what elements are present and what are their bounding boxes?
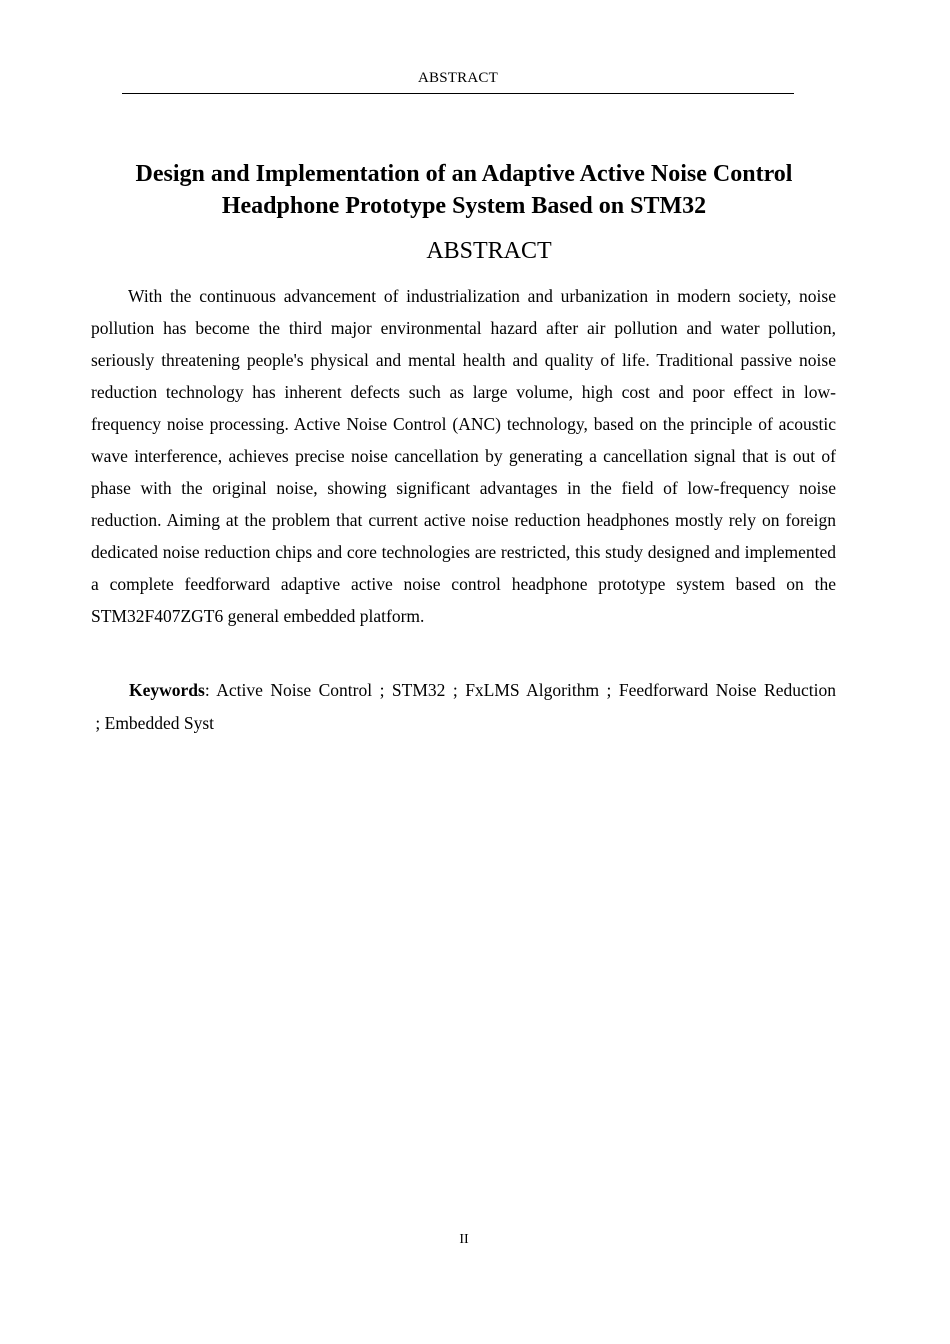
abstract-heading: ABSTRACT: [426, 238, 552, 264]
running-header: ABSTRACT: [418, 70, 498, 86]
keywords-label: Keywords: [129, 680, 205, 700]
keyword-item: FxLMS Algorithm: [465, 680, 600, 700]
keywords-colon: :: [204, 680, 210, 700]
paper-title: [80, 158, 848, 222]
keyword-separator: ;: [372, 680, 392, 700]
header-rule: [122, 93, 794, 94]
keyword-separator: ;: [445, 680, 466, 700]
keyword-item: Active Noise Control: [216, 680, 373, 700]
keywords-paragraph: [91, 674, 836, 740]
keyword-separator: ;: [599, 680, 619, 700]
keyword-item: Embedded Syst: [104, 713, 214, 733]
keyword-separator: ;: [91, 713, 105, 733]
page-number: II: [459, 1232, 469, 1247]
keyword-item: Feedforward Noise Reduction: [618, 680, 836, 700]
paper-title-line-2: Headphone Prototype System Based on STM32: [221, 193, 707, 219]
keyword-item: STM32: [391, 680, 446, 700]
abstract-body: With the continuous advancement of industrialization and urbanization in modern society, noise pollution has become the third major environmental hazard after air pollution and water pollution, seriously threatening people's physical and mental health and quality of life. Traditional passive noise reduction technology has inherent defects such as large volume, high cost and poor effect in low-frequency noise processing. Active Noise Control (ANC) technology, based on the principle of acoustic wave interference, achieves precise noise cancellation by generating a cancellation signal that is out of phase with the original noise, showing significant advantages in the field of low-frequency noise reduction. Aiming at the problem that current active noise reduction headphones mostly rely on foreign dedicated noise reduction chips and core technologies are restricted, this study designed and implemented a complete feedforward adaptive active noise control headphone prototype system based on the STM32F407ZGT6 general embedded platform.: [91, 286, 836, 626]
paper-title-line-1: Design and Implementation of an Adaptive Active Noise Control: [135, 161, 793, 187]
